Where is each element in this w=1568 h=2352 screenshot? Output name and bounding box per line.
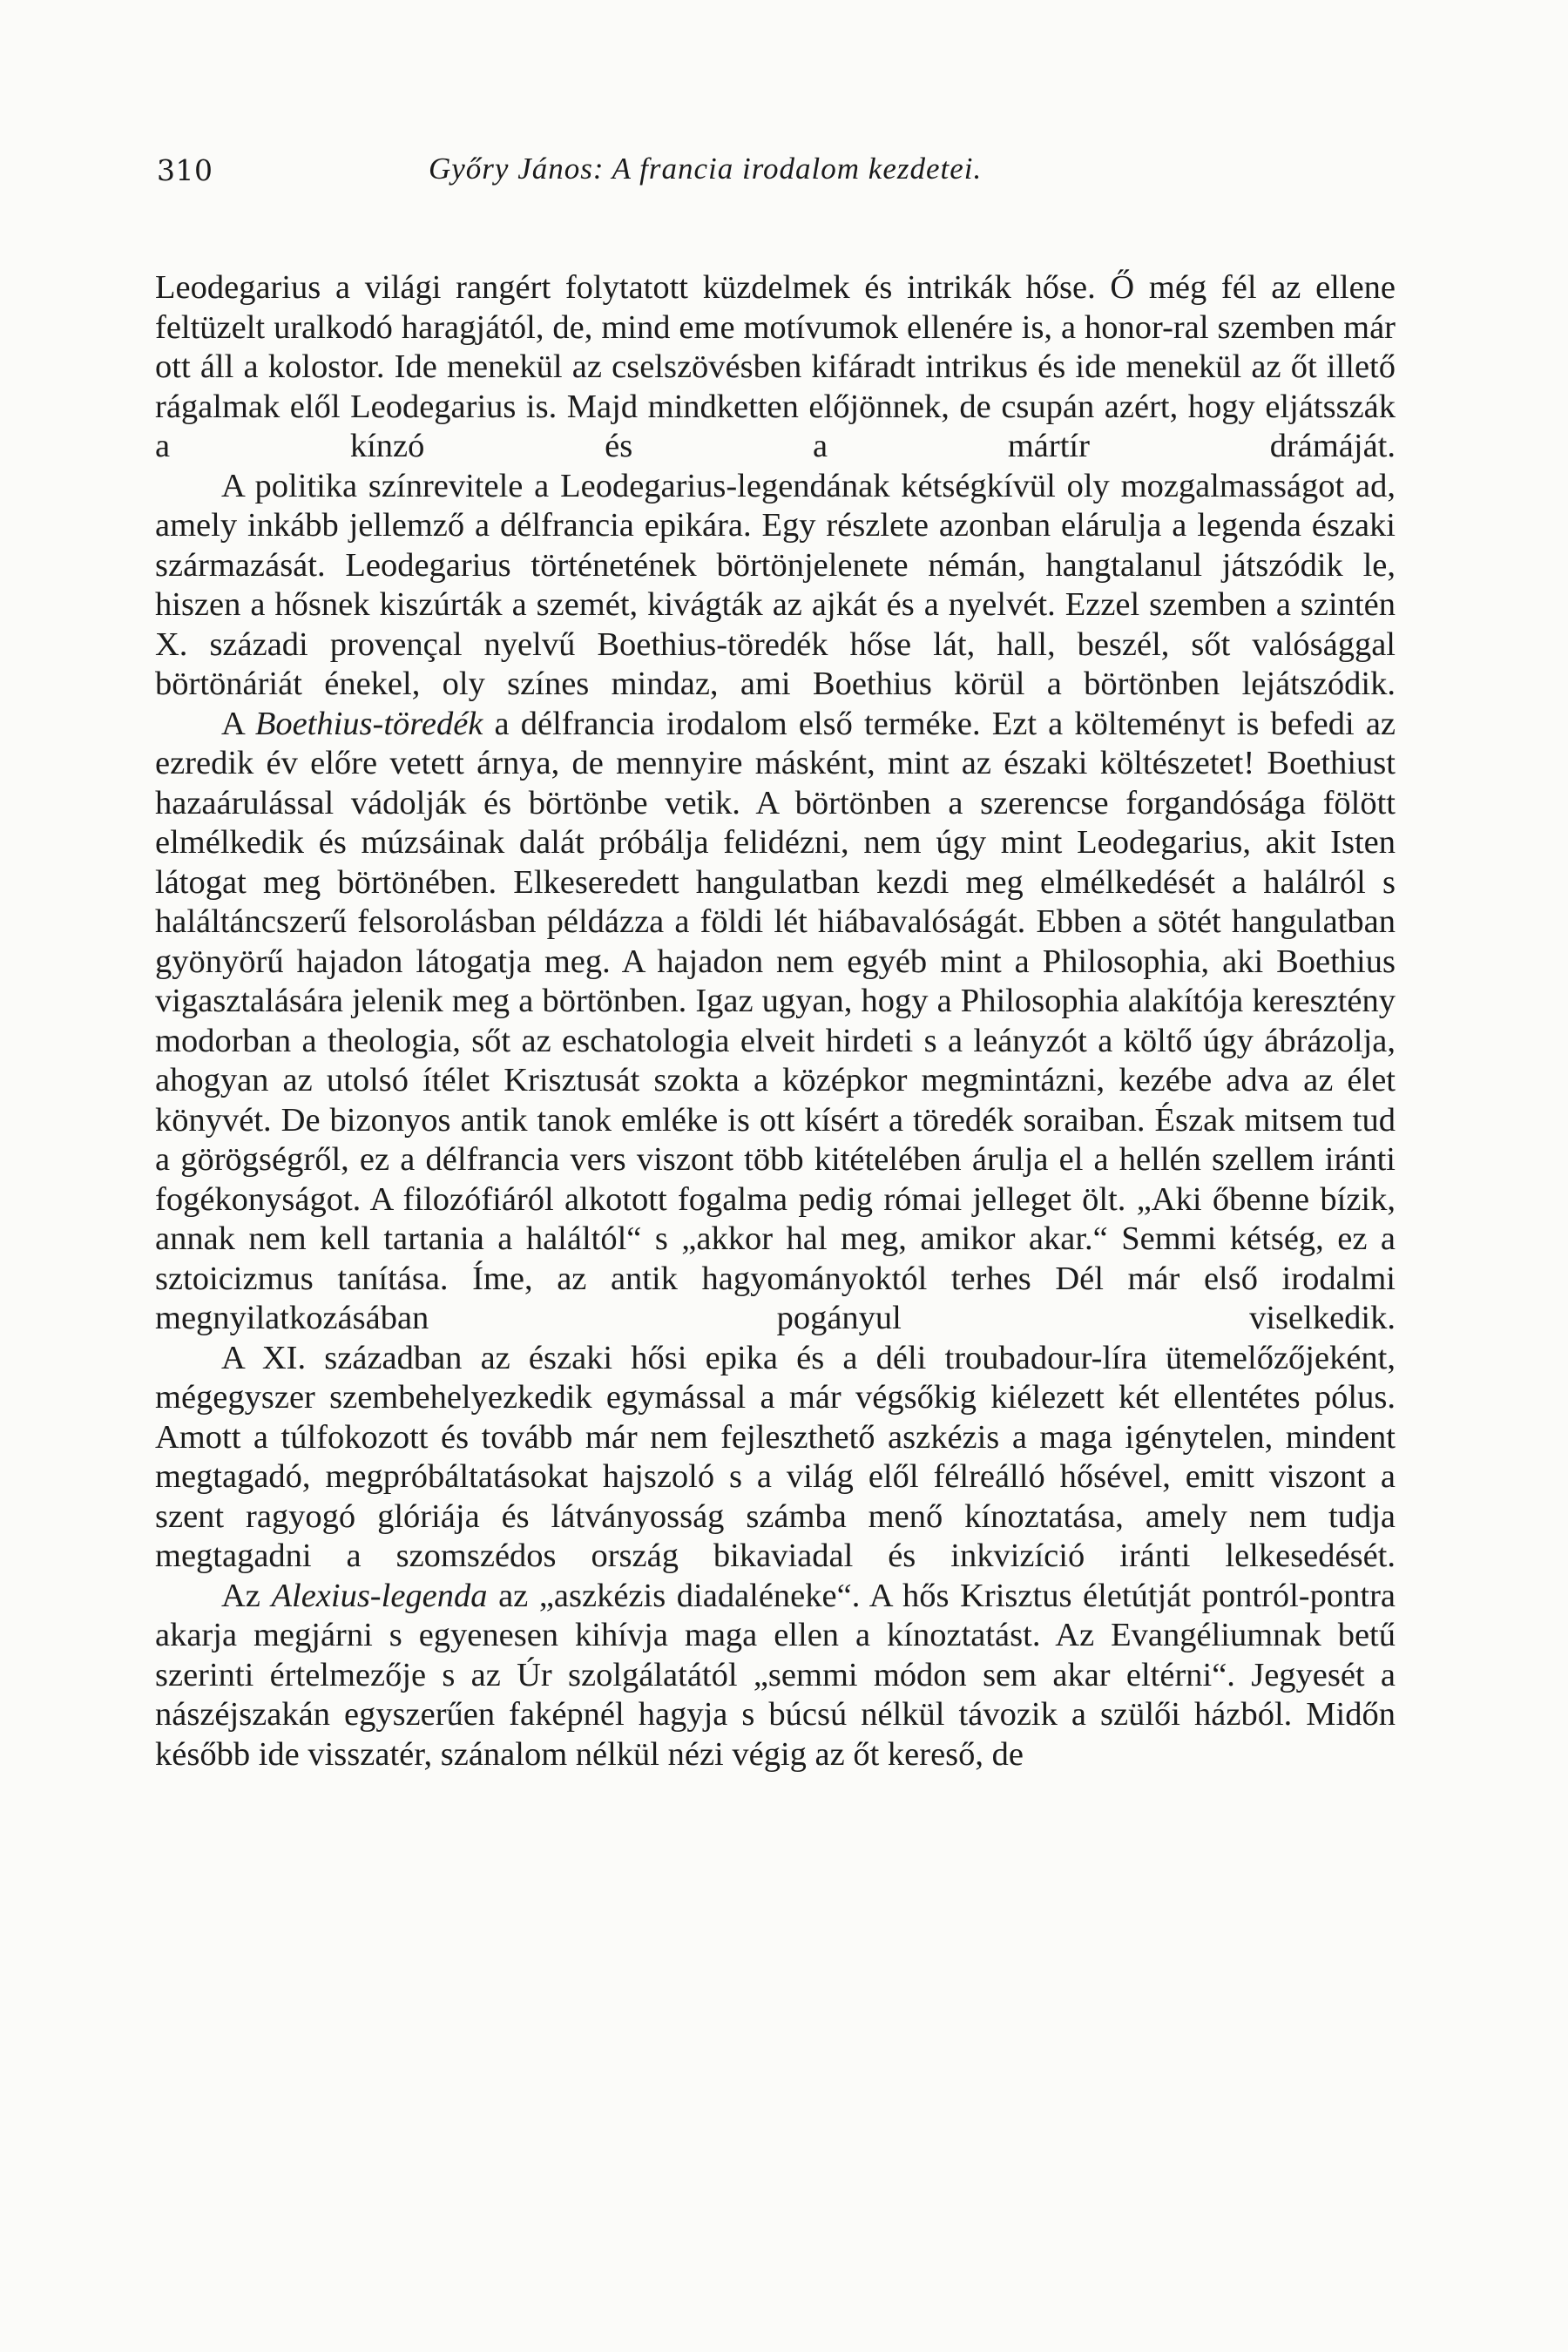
paragraph-1-text: Leodegarius a világi rangért folytatott küzdelmek és intrikák hőse. Ő még fél az ellene feltüzelt uralkodó haragjától, de, mind eme motívumok ellenére is, a honor-ral szemben már ott áll a kolostor. Ide menekül az cselszövésben kifáradt intrikus és ide menekül az őt illető rágalmak elől Leodegarius is. Majd mindketten előjönnek, de csupán azért, hogy eljátsszák a kínzó és a mártír drámáját. bbox=[155, 269, 1396, 464]
body-text bbox=[155, 268, 1396, 1774]
paragraph-5 bbox=[155, 1577, 1396, 1775]
running-head: Győry János: A francia irodalom kezdetei. bbox=[429, 152, 983, 186]
boethius-title: Boethius-töredék bbox=[254, 705, 483, 742]
paragraph-5-text-a: Az bbox=[221, 1577, 272, 1614]
paragraph-2-text: A politika színrevitele a Leodegarius-legendának kétségkívül oly mozgalmasságot ad, amely inkább jellemző a délfrancia epikára. Egy részlete azonban elárulja a legenda északi származását. Leodegarius történetének börtönjelenete némán, hangtalanul játszódik le, hiszen a hősnek kiszúrták a szemét, kivágták az ajkát és a nyelvét. Ezzel szemben a szintén X. századi provençal nyelvű Boethius-töredék hőse lát, hall, beszél, sőt valósággal börtönáriát énekel, oly színes mindaz, ami Boethius körül a börtönben lejátszódik. bbox=[155, 467, 1396, 702]
paragraph-5-text-b: az „aszkézis diadaléneke“. A hős Krisztus életútját pontról-pontra akarja megjárni s egyenesen kihívja maga ellen a kínoztatást. Az Evangéliumnak betű szerinti értelmezője s az Úr szolgálatától „semmi módon sem akar eltérni“. Jegyesét a nászéjszakán egyszerűen faképnél hagyja s búcsú nélkül távozik a szülői házból. Midőn később ide visszatér, szánalom nélkül nézi végig az őt kereső, de bbox=[155, 1577, 1396, 1773]
page-number: 310 bbox=[157, 153, 213, 187]
alexius-title: Alexius-legenda bbox=[271, 1577, 488, 1614]
paragraph-1 bbox=[155, 268, 1396, 467]
paragraph-3-text-a: A bbox=[221, 705, 255, 742]
page-header bbox=[157, 146, 1394, 199]
paragraph-3 bbox=[155, 705, 1396, 1339]
paragraph-4-text: A XI. században az északi hősi epika és a déli troubadour-líra ütemelőzőjeként, mégegyszer szembehelyezkedik egymással a már végsőkig kiélezett két ellentétes pólus. Amott a túlfokozott és tovább már nem fejleszthető aszkézis a maga igénytelen, mindent megtagadó, megpróbáltatásokat hajszoló s a világ elől félreálló hősével, emitt viszont a szent ragyogó glóriája és látványosság számba menő kínoztatása, amely nem tudja megtagadni a szomszédos ország bikaviadal és inkvizíció iránti lelkesedését. bbox=[155, 1339, 1396, 1574]
paragraph-4 bbox=[155, 1339, 1396, 1577]
paragraph-2 bbox=[155, 467, 1396, 705]
paragraph-3-text-b: a délfrancia irodalom első terméke. Ezt a költeményt is befedi az ezredik év előre vetett árnya, de mennyire másként, mint az északi költészetet! Boethiust hazaárulással vádolják és börtönbe vetik. A börtönben a szerencse forgandósága fölött elmélkedik és múzsáinak dalát próbálja felidézni, nem úgy mint Leodegarius, akit Isten látogat meg börtönében. Elkeseredett hangulatban kezdi meg elmélkedését a halálról s haláltáncszerű felsorolásban példázza a földi lét hiábavalóságát. Ebben a sötét hangulatban gyönyörű hajadon látogatja meg. A hajadon nem egyéb mint a Philosophia, aki Boethius vigasztalására jelenik meg a börtönben. Igaz ugyan, hogy a Philosophia alakítója keresztény modorban a theologia, sőt az eschatologia elveit hirdeti s a leányzót a költő úgy ábrázolja, ahogyan az utolsó ítélet Krisztusát szokta a középkor megmintázni, kezébe adva az élet könyvét. De bizonyos antik tanok emléke is ott kísért a töredék soraiban. Észak mitsem tud a görögségről, ez a délfrancia vers viszont több kitételében árulja el a hellén szellem iránti fogékonyságot. A filozófiáról alkotott fogalma pedig római jelleget ölt. „Aki őbenne bízik, annak nem kell tartania a haláltól“ s „akkor hal meg, amikor akar.“ Semmi kétség, ez a sztoicizmus tanítása. Íme, az antik hagyományoktól terhes Dél már első irodalmi megnyilatkozásában pogányul viselkedik. bbox=[155, 705, 1396, 1336]
